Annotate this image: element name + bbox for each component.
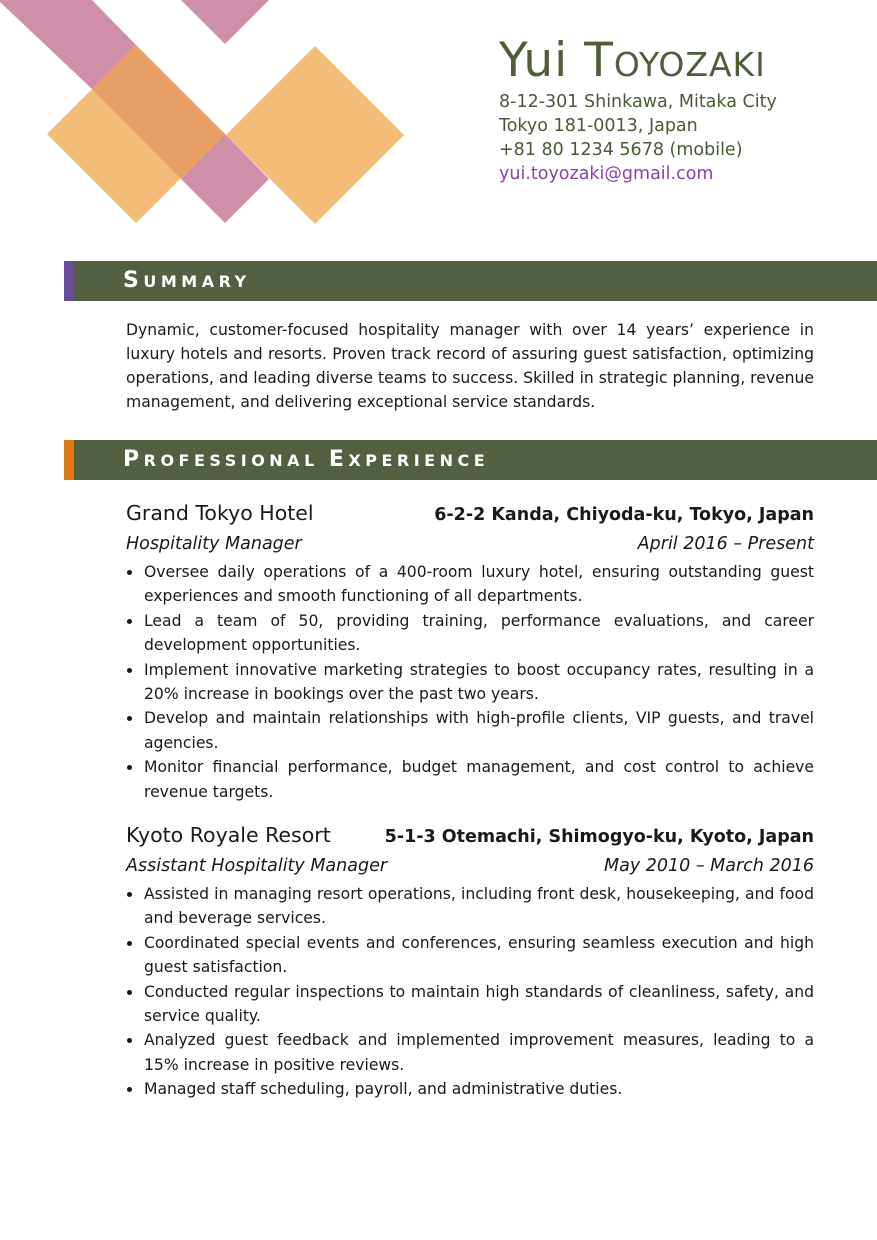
- summary-accent-bar: [64, 261, 74, 301]
- bullet-item: Implement innovative marketing strategies to boost occupancy rates, resulting in a 20% increase in bookings over the past two years.: [126, 658, 814, 707]
- resume-header: [499, 34, 859, 186]
- summary-title: SUMMARY: [123, 268, 251, 293]
- bullet-item: Managed staff scheduling, payroll, and administrative duties.: [126, 1077, 814, 1101]
- experience-title: PROFESSIONAL EXPERIENCE: [123, 447, 490, 472]
- bullet-item: Develop and maintain relationships with high-profile clients, VIP guests, and travel agencies.: [126, 706, 814, 755]
- bullet-item: Lead a team of 50, providing training, performance evaluations, and career development opportunities.: [126, 609, 814, 658]
- job-bullets: [126, 882, 814, 1102]
- company-name: Grand Tokyo Hotel: [126, 501, 314, 525]
- bullet-item: Assisted in managing resort operations, including front desk, housekeeping, and food and beverage services.: [126, 882, 814, 931]
- bullet-dot-icon: [127, 716, 132, 721]
- summary-section-header: [64, 261, 877, 301]
- pink-top-triangle: [181, 0, 269, 44]
- bullet-item: Coordinated special events and conferences, ensuring seamless execution and high guest satisfaction.: [126, 931, 814, 980]
- bullet-dot-icon: [127, 1087, 132, 1092]
- bullet-dot-icon: [127, 892, 132, 897]
- bullet-dot-icon: [127, 570, 132, 575]
- address-line-1: 8-12-301 Shinkawa, Mitaka City: [499, 92, 777, 112]
- decorative-shapes: [0, 0, 420, 230]
- experience-accent-bar: [64, 440, 74, 480]
- job-dates: April 2016 – Present: [637, 534, 814, 554]
- job-role: Assistant Hospitality Manager: [126, 856, 388, 876]
- bullet-dot-icon: [127, 668, 132, 673]
- company-location: 5-1-3 Otemachi, Shimogyo-ku, Kyoto, Japan: [384, 827, 814, 847]
- bullet-dot-icon: [127, 619, 132, 624]
- bullet-item: Monitor financial performance, budget management, and cost control to achieve revenue targets.: [126, 755, 814, 804]
- experience-section-header: [64, 440, 877, 480]
- phone-number: +81 80 1234 5678 (mobile): [499, 140, 743, 160]
- bullet-dot-icon: [127, 941, 132, 946]
- job-dates: May 2010 – March 2016: [604, 856, 814, 876]
- address-line-2: Tokyo 181-0013, Japan: [499, 116, 698, 136]
- job-role: Hospitality Manager: [126, 534, 302, 554]
- email-link[interactable]: yui.toyozaki@gmail.com: [499, 164, 714, 184]
- candidate-name: [499, 34, 859, 88]
- company-name: Kyoto Royale Resort: [126, 823, 331, 847]
- summary-paragraph: Dynamic, customer-focused hospitality manager with over 14 years’ experience in luxury hotels and resorts. Proven track record of assuring guest satisfaction, optimizing operations, and leading diverse teams to success. Skilled in strategic planning, revenue management, and delivering exceptional service standards.: [126, 321, 814, 411]
- company-location: 6-2-2 Kanda, Chiyoda-ku, Tokyo, Japan: [434, 505, 814, 525]
- bullet-item: Analyzed guest feedback and implemented improvement measures, leading to a 15% increase in positive reviews.: [126, 1028, 814, 1077]
- bullet-dot-icon: [127, 990, 132, 995]
- job-entry: [126, 498, 814, 804]
- last-name: Toyozaki: [584, 33, 766, 88]
- first-name: Yui: [499, 33, 569, 88]
- job-bullets: [126, 560, 814, 804]
- bullet-item: Conducted regular inspections to maintain high standards of cleanliness, safety, and service quality.: [126, 980, 814, 1029]
- bullet-dot-icon: [127, 1038, 132, 1043]
- job-entry: [126, 820, 814, 1102]
- orange-right-diamond: [226, 46, 404, 224]
- bullet-dot-icon: [127, 765, 132, 770]
- bullet-item: Oversee daily operations of a 400-room luxury hotel, ensuring outstanding guest experiences and smooth functioning of all departments.: [126, 560, 814, 609]
